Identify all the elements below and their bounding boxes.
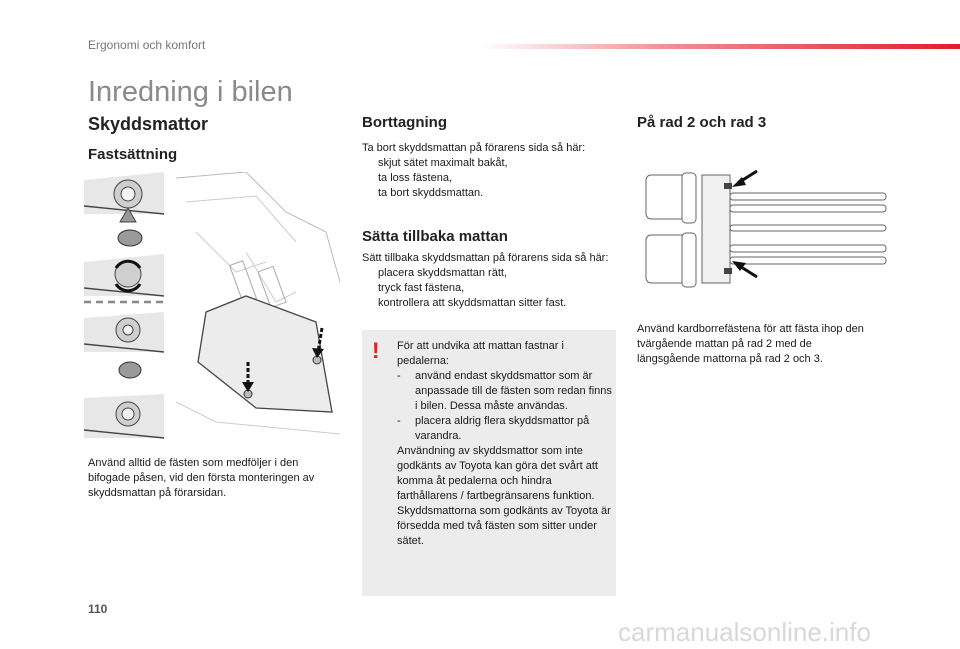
fastener-steps-illustration <box>84 172 164 442</box>
removal-intro: Ta bort skyddsmattan på förarens sida så här: <box>362 142 586 154</box>
warning-paragraph: Användning av skyddsmattor som inte godkänts av Toyota kan göra det svårt att komma åt pedalerna och hindra farthållarens / fartbegränsarens funktion. <box>397 445 598 502</box>
refit-list <box>362 266 622 311</box>
warning-paragraph: Skyddsmattorna som godkänts av Toyota är försedda med två fästen som sitter under sätet. <box>397 505 611 547</box>
rows-text: Använd kardborrefästena för att fästa ihop den tvärgående mattan på rad 2 med de längsgående mattorna på rad 2 och 3. <box>637 323 864 365</box>
mats-heading: Skyddsmattor <box>88 114 209 134</box>
list-item: placera skyddsmattan rätt, <box>378 267 508 279</box>
fastener-step-1 <box>84 172 164 246</box>
page-title: Inredning i bilen <box>88 76 293 108</box>
header-rule <box>480 44 960 49</box>
fastener-step-4 <box>84 394 164 438</box>
warning-intro: För att undvika att mattan fastnar i pedalerna: <box>397 340 564 367</box>
rows-heading: På rad 2 och rad 3 <box>637 114 767 131</box>
watermark: carmanualsonline.info <box>618 617 871 647</box>
removal-list <box>362 156 622 201</box>
warning-dash-item: - placera aldrig flera skyddsmattor på varandra. <box>397 415 590 442</box>
refit-heading: Sätta tillbaka mattan <box>362 228 508 245</box>
list-item: tryck fast fästena, <box>378 282 465 294</box>
list-item: ta bort skyddsmattan. <box>378 187 484 199</box>
footwell-mat-illustration <box>176 172 340 442</box>
fastening-heading: Fastsättning <box>88 146 178 163</box>
fastener-step-2 <box>84 254 164 296</box>
removal-heading: Borttagning <box>362 114 447 131</box>
list-item: ta loss fästena, <box>378 172 452 184</box>
list-item: kontrollera att skyddsmattan sitter fast. <box>378 297 567 309</box>
fastening-text: Använd alltid de fästen som medföljer i den bifogade påsen, vid den första monteringen av skyddsmattan på förarsidan. <box>88 457 315 499</box>
page-number: 110 <box>88 602 108 616</box>
fastener-step-3 <box>84 312 164 378</box>
rear-rows-illustration <box>642 165 890 290</box>
section-title: Ergonomi och komfort <box>88 38 206 52</box>
warning-text <box>397 339 612 549</box>
refit-intro: Sätt tillbaka skyddsmattan på förarens sida så här: <box>362 252 609 264</box>
list-item: skjut sätet maximalt bakåt, <box>378 157 508 169</box>
warning-icon: ! <box>372 338 380 363</box>
warning-dash-item: - använd endast skyddsmattor som är anpassade till de fästen som redan finns i bilen. Dessa måste användas. <box>397 370 612 412</box>
